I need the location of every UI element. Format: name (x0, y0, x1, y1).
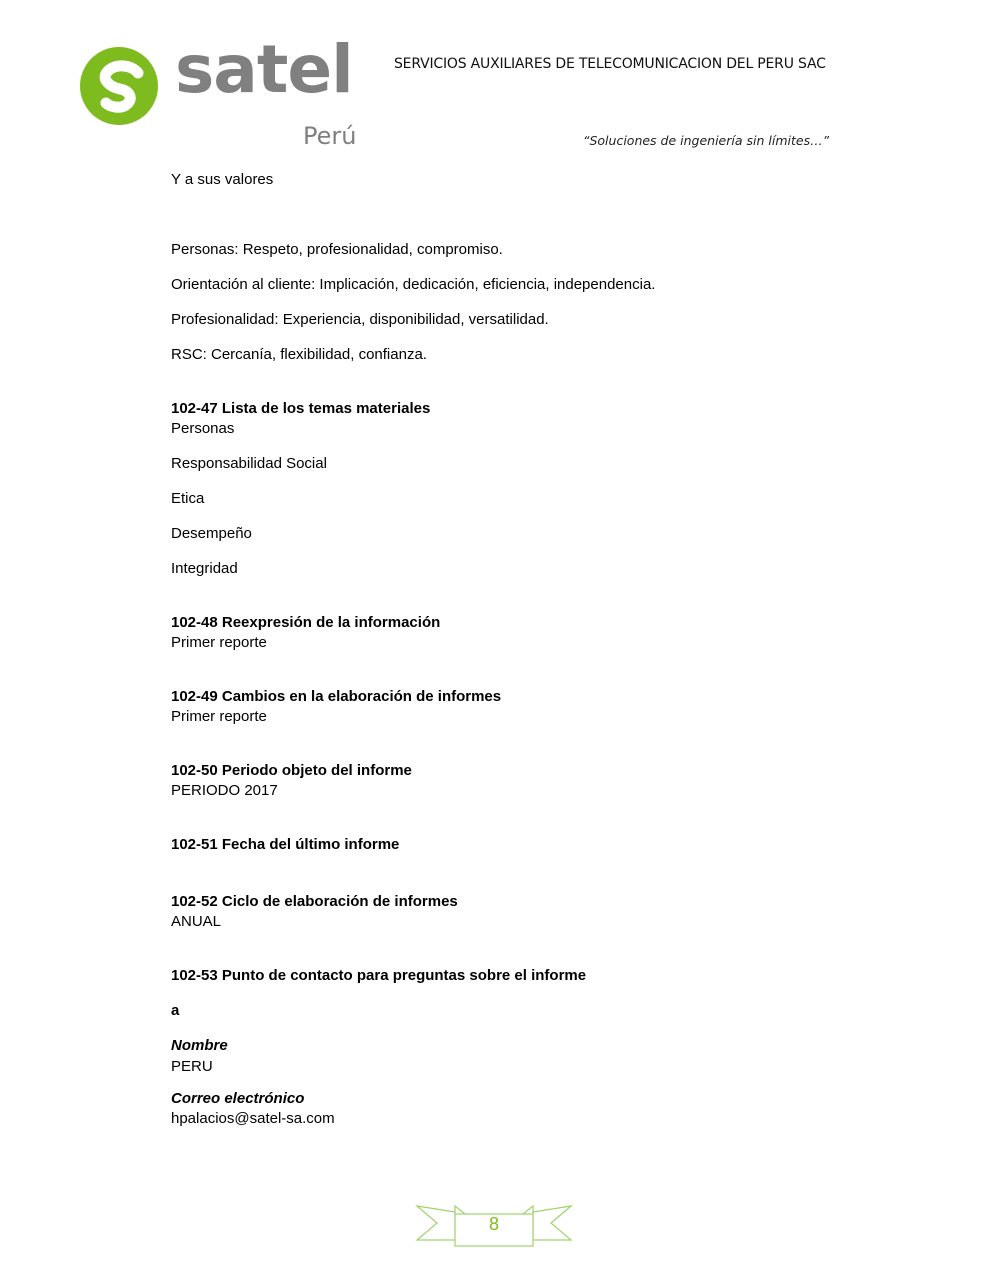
material-topic: Responsabilidad Social (171, 455, 327, 472)
material-topic: Desempeño (171, 525, 252, 542)
section-value: PERIODO 2017 (171, 782, 278, 799)
value-item: Orientación al cliente: Implicación, dedicación, eficiencia, independencia. (171, 276, 656, 293)
section-heading: 102-52 Ciclo de elaboración de informes (171, 893, 458, 910)
material-topic: Personas (171, 420, 235, 437)
value-item: Personas: Respeto, profesionalidad, compromiso. (171, 241, 503, 258)
tagline: “Soluciones de ingeniería sin límites…” (583, 133, 830, 148)
logo-country: Perú (303, 122, 357, 150)
material-topic: Integridad (171, 560, 238, 577)
section-heading: 102-49 Cambios en la elaboración de informes (171, 688, 502, 705)
contact-name-label: Nombre (171, 1037, 228, 1054)
value-item: Profesionalidad: Experiencia, disponibilidad, versatilidad. (171, 311, 549, 328)
section-heading: 102-47 Lista de los temas materiales (171, 400, 431, 417)
value-item: RSC: Cercanía, flexibilidad, confianza. (171, 346, 427, 363)
satel-logo (80, 31, 370, 155)
section-heading: 102-50 Periodo objeto del informe (171, 762, 412, 779)
section-value: ANUAL (171, 913, 222, 930)
logo-wordmark: satel (175, 31, 353, 108)
section-value: Primer reporte (171, 634, 267, 651)
logo-s-icon (80, 47, 158, 125)
contact-email-value: hpalacios@satel-sa.com (171, 1110, 335, 1127)
section-heading: 102-51 Fecha del último informe (171, 836, 400, 853)
company-name: SERVICIOS AUXILIARES DE TELECOMUNICACION DEL PERU SAC (394, 56, 826, 72)
contact-name-value: PERU (171, 1058, 213, 1075)
page-number-ribbon (415, 1202, 573, 1248)
material-topic: Etica (171, 490, 205, 507)
section-heading: 102-48 Reexpresión de la información (171, 614, 441, 631)
contact-subitem: a (171, 1002, 180, 1019)
section-value: Primer reporte (171, 708, 267, 725)
values-intro: Y a sus valores (171, 171, 274, 188)
contact-email-label: Correo electrónico (171, 1090, 305, 1107)
page-number: 8 (488, 1214, 499, 1234)
section-heading: 102-53 Punto de contacto para preguntas sobre el informe (171, 967, 587, 984)
